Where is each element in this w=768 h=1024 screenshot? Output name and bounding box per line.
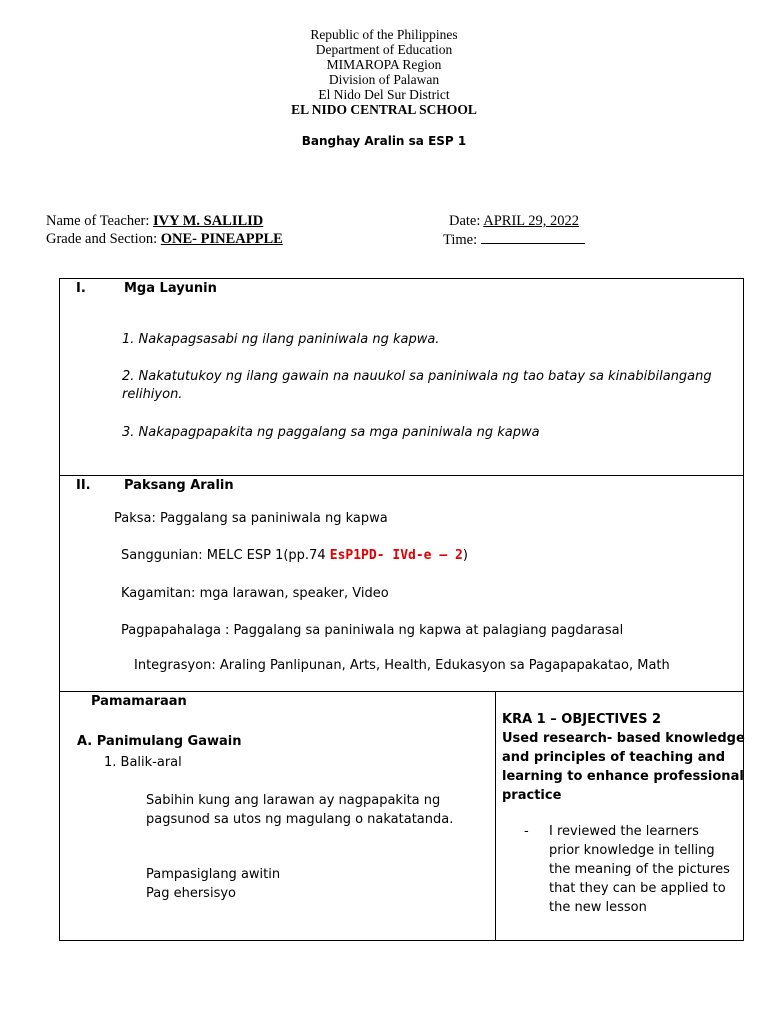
objective-1: 1. Nakapagsasabi ng ilang paniniwala ng kapwa. <box>122 332 440 347</box>
header-region: MIMAROPA Region <box>326 57 442 72</box>
kra-bullet-2: prior knowledge in telling <box>549 843 715 858</box>
header-school: EL NIDO CENTRAL SCHOOL <box>291 102 477 117</box>
sub-a-heading: A. Panimulang Gawain <box>77 734 242 749</box>
ehersisyo-text: Pag ehersisyo <box>146 886 236 901</box>
section-2-heading: Paksang Aralin <box>124 478 234 493</box>
balik-aral-item: 1. Balik-aral <box>104 755 182 770</box>
paksa-line: Paksa: Paggalang sa paniniwala ng kapwa <box>114 511 388 526</box>
section-1-number: I. <box>76 281 86 296</box>
sanggunian-text: Sanggunian: MELC ESP 1(pp.74 <box>121 548 330 563</box>
teacher-name: IVY M. SALILID <box>153 213 264 229</box>
teacher-line <box>46 213 263 230</box>
date-label: Date: <box>449 213 484 229</box>
kra-bullet-5: the new lesson <box>549 900 647 915</box>
melc-code: EsP1PD- IVd-e – 2 <box>329 548 463 563</box>
kra-title: KRA 1 – OBJECTIVES 2 <box>502 712 662 727</box>
section-1-heading: Mga Layunin <box>124 281 217 296</box>
grade-section: ONE- PINEAPPLE <box>160 231 283 247</box>
integrasyon-line: Integrasyon: Araling Panlipunan, Arts, Health, Edukasyon sa Pagapapakatao, Math <box>134 658 670 673</box>
kagamitan-line: Kagamitan: mga larawan, speaker, Video <box>121 586 389 601</box>
header-division: Division of Palawan <box>328 72 440 87</box>
section-2-number: II. <box>76 478 91 493</box>
kra-line-1: Used research- based knowledge <box>502 731 745 746</box>
balik-aral-text-1: Sabihin kung ang larawan ay nagpapakita ng <box>146 793 441 808</box>
bullet-dash: - <box>524 824 529 839</box>
objective-2-cont: relihiyon. <box>122 387 183 402</box>
balik-aral-text-2: pagsunod sa utos ng magulang o nakatatanda. <box>146 812 454 827</box>
procedure-heading: Pamamaraan <box>91 694 187 709</box>
kra-line-3: learning to enhance professional <box>502 769 744 784</box>
section-objectives <box>59 278 744 476</box>
date-value: APRIL 29, 2022 <box>483 213 579 229</box>
kra-column <box>495 691 744 941</box>
kra-bullet-4: that they can be applied to <box>549 881 726 896</box>
time-blank <box>481 231 585 244</box>
objective-3: 3. Nakapagpapakita ng paggalang sa mga paniniwala ng kapwa <box>122 425 540 440</box>
kra-line-4: practice <box>502 788 562 803</box>
time-line <box>443 231 585 249</box>
header-department: Department of Education <box>315 42 453 57</box>
grade-label: Grade and Section: <box>46 231 161 247</box>
grade-line <box>46 231 283 248</box>
document-title: Banghay Aralin sa ESP 1 <box>301 134 467 148</box>
objective-2: 2. Nakatutukoy ng ilang gawain na nauukol sa paniniwala ng tao batay sa kinabibilangang <box>122 369 712 384</box>
header-district: El Nido Del Sur District <box>318 87 450 102</box>
document-header <box>0 27 768 117</box>
time-label: Time: <box>443 232 481 248</box>
kra-bullet-3: the meaning of the pictures <box>549 862 730 877</box>
kra-bullet-1: I reviewed the learners <box>549 824 699 839</box>
sanggunian-line <box>121 547 468 565</box>
section-procedure <box>59 691 496 941</box>
date-line <box>449 213 579 230</box>
section-subject-matter <box>59 475 744 692</box>
pagpapahalaga-line: Pagpapahalaga : Paggalang sa paniniwala ng kapwa at palagiang pagdarasal <box>121 623 624 638</box>
header-republic: Republic of the Philippines <box>310 27 458 42</box>
teacher-label: Name of Teacher: <box>46 213 154 229</box>
sanggunian-close: ) <box>462 548 468 563</box>
pampasigla-text: Pampasiglang awitin <box>146 867 281 882</box>
kra-line-2: and principles of teaching and <box>502 750 726 765</box>
